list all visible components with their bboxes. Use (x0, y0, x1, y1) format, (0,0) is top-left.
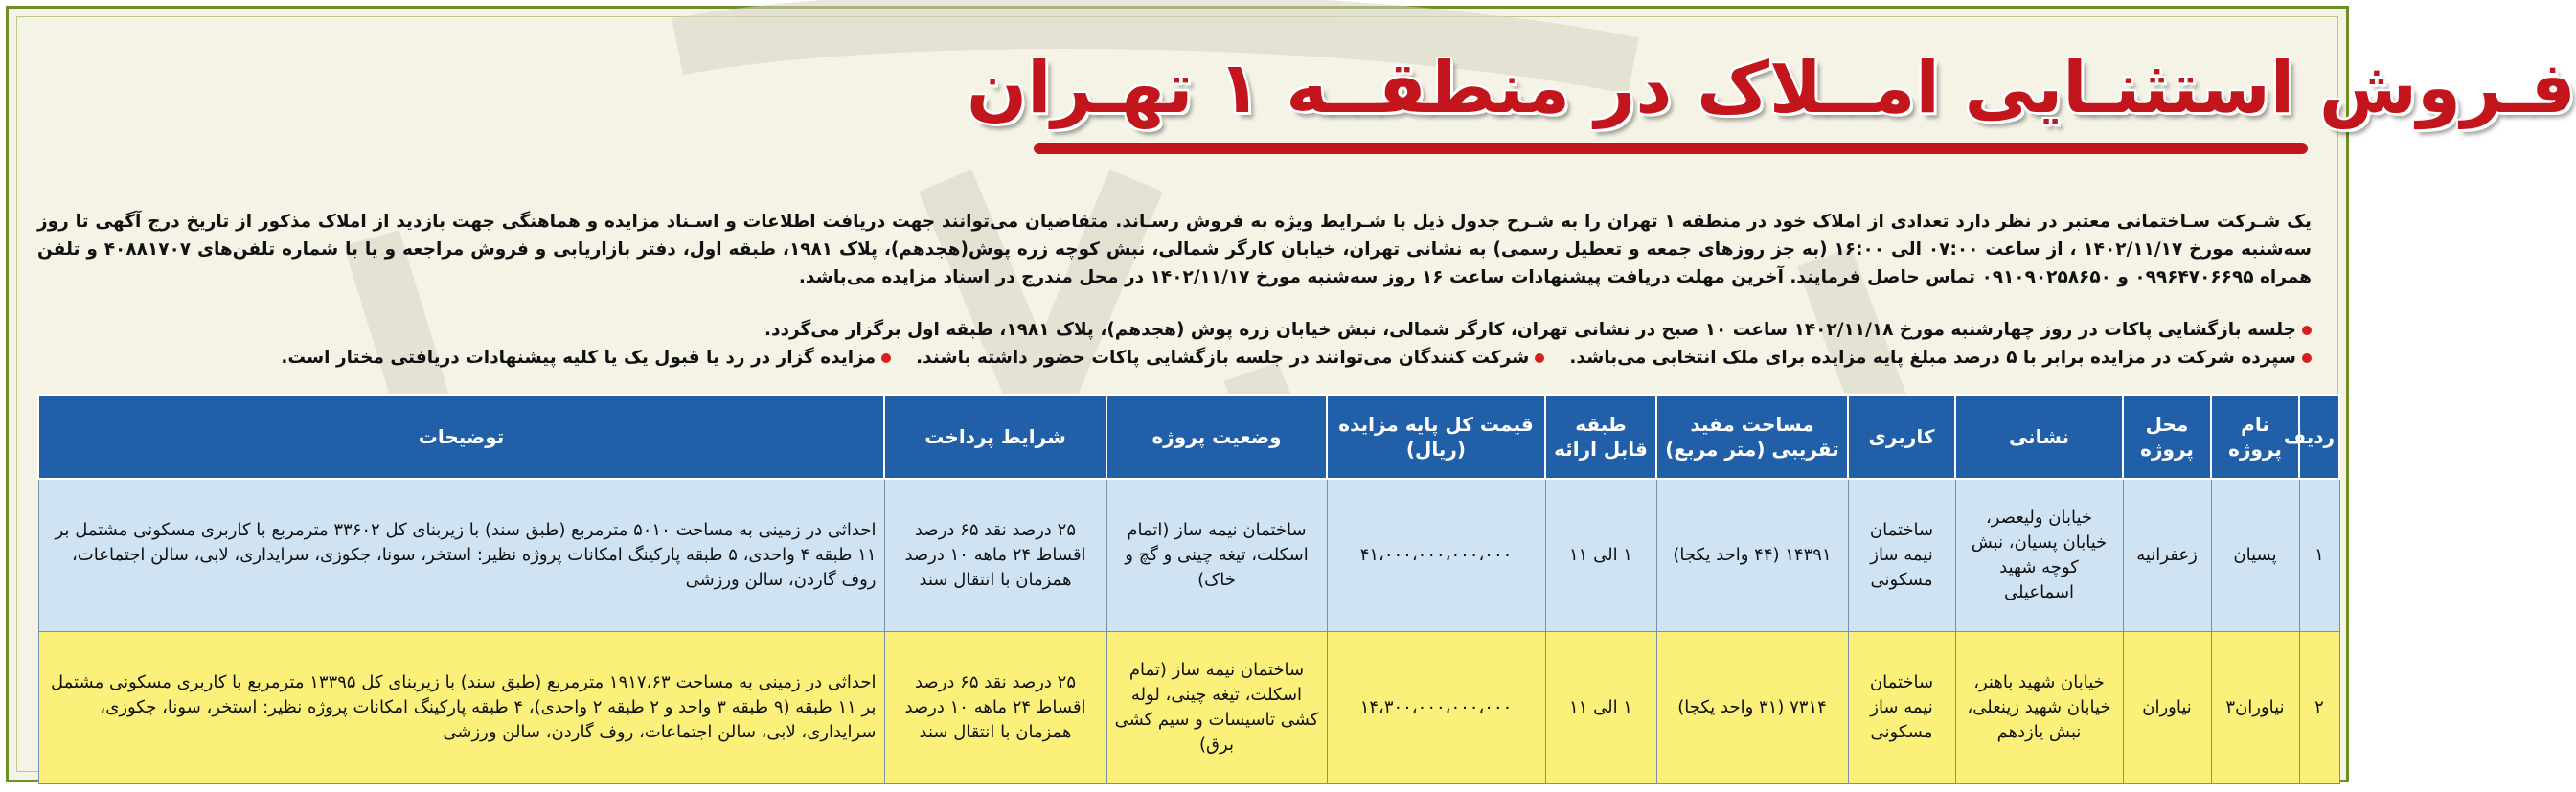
cell-project-name: نیاوران۳ (2211, 632, 2299, 784)
cell-project-status: ساختمان نیمه ساز (تمام اسکلت، تیغه چینی، لوله کشی تاسیسات و سیم کشی برق) (1106, 632, 1327, 784)
headline-underline (1034, 143, 2308, 154)
bullet-text: مزایده گزار در رد یا قبول یک یا کلیه پیشنهادات دریافتی مختار است. (281, 348, 877, 368)
table-row (38, 632, 2339, 784)
header-cell: وضعیت پروژه (1106, 395, 1327, 479)
cell-payment-terms: ۲۵ درصد نقد ۶۵ درصد اقساط ۲۴ ماهه ۱۰ درصد همزمان با انتقال سند (884, 479, 1106, 632)
header-cell: مساحت مفید تقریبی (متر مربع) (1656, 395, 1848, 479)
bullet-text: جلسه بازگشایی پاکات در روز چهارشنبه مورخ ۱۴۰۲/۱۱/۱۸ ساعت ۱۰ صبح در نشانی تهران، کارگر شمالی، نبش خیابان زره پوش (هجدهم)، پلاک ۱۹۸۱، طبقه اول برگزار می‌گردد. (764, 320, 2296, 340)
header-cell: نشانی (1955, 395, 2123, 479)
cell-area: ۷۳۱۴ (۳۱ واحد یکجا) (1656, 632, 1848, 784)
header-cell: نام پروژه (2211, 395, 2299, 479)
cell-address: خیابان شهید باهنر، خیابان شهید زینعلی، نبش یازدهم (1955, 632, 2123, 784)
headline-text: فـروش استثنـایی امــلاک در منطقــه ۱ تهـران (967, 47, 2576, 129)
bullet-text: شرکت کنندگان می‌توانند در جلسه بازگشایی پاکات حضور داشته باشند. (916, 348, 1530, 368)
bullet-item (1569, 344, 2312, 372)
cell-base-price: ۴۱،۰۰۰،۰۰۰،۰۰۰،۰۰۰ (1327, 479, 1545, 632)
table-row (38, 479, 2339, 632)
bullet-row (37, 316, 2312, 344)
intro-paragraph (37, 208, 2312, 291)
cell-floors: ۱ الی ۱۱ (1545, 479, 1656, 632)
bullet-item (281, 344, 891, 372)
cell-project-name: پسیان (2211, 479, 2299, 632)
cell-area: ۱۴۳۹۱ (۴۴ واحد یکجا) (1656, 479, 1848, 632)
bullet-row (37, 344, 2312, 372)
table-header-row (38, 395, 2339, 479)
cell-usage: ساختمان نیمه ساز مسکونی (1848, 479, 1955, 632)
cell-description: احداثی در زمینی به مساحت ۵۰۱۰ مترمربع (طبق سند) با زیربنای کل ۳۳۶۰۲ مترمربع با کاربری مسکونی مشتمل بر ۱۱ طبقه ۴ واحدی، ۵ طبقه پارکینگ امکانات پروژه نظیر: استخر، سونا، جکوزی، سرایداری، لابی، سالن اجتماعات، روف گاردن، سالن ورزشی (38, 479, 884, 632)
cell-project-status: ساختمان نیمه ساز (اتمام اسکلت، تیغه چینی و گچ و خاک) (1106, 479, 1327, 632)
properties-table (37, 394, 2340, 784)
cell-address: خیابان ولیعصر، خیابان پسیان، نبش کوچه شهید اسماعیلی (1955, 479, 2123, 632)
cell-usage: ساختمان نیمه ساز مسکونی (1848, 632, 1955, 784)
header-cell: قیمت کل پایه مزایده (ریال) (1327, 395, 1545, 479)
bullet-dot-icon (881, 353, 891, 363)
advertisement (6, 6, 2576, 782)
intro-text: یک شـرکت سـاختمانی معتبر در نظر دارد تعدادی از املاک خود در منطقه ۱ تهران را به شـرح جدول ذیل با شـرایط ویژه به فروش رسـاند. متقاضیان می‌توانند جهت دریافت اطلاعات و اسـناد مزایده و هماهنگی جهت بازدید از املاک مذکور از تاریخ درج آگهی تا روز سه‌شنبه مورخ ۱۴۰۲/۱۱/۱۷ ، از ساعت ۰۷:۰۰ الی ۱۶:۰۰ (به جز روزهای جمعه و تعطیل رسمی) به نشانی تهران، خیابان کارگر شمالی، نبش کوچه زره پوش(هجدهم)، پلاک ۱۹۸۱، طبقه اول، دفتر بازاریابی و فروش مراجعه و یا با شماره تلفن‌های ۴۰۸۸۱۷۰۷ و تلفن همراه ۰۹۹۶۴۷۰۶۶۹۵ و ۰۹۱۰۹۰۲۵۸۶۵۰ تماس حاصل فرمایند. آخرین مهلت دریافت پیشنهادات ساعت ۱۶ روز سه‌شنبه مورخ ۱۴۰۲/۱۱/۱۷ در محل مندرج در اسناد مزایده می‌باشد. (37, 212, 2312, 287)
header-cell: محل پروژه (2123, 395, 2211, 479)
cell-project-location: نیاوران (2123, 632, 2211, 784)
header-cell: کاربری (1848, 395, 1955, 479)
header-cell: ردیف (2299, 395, 2339, 479)
bullet-item (916, 344, 1544, 372)
header-cell: طبقه قابل ارائه (1545, 395, 1656, 479)
header-cell: توضیحات (38, 395, 884, 479)
cell-description: احداثی در زمینی به مساحت ۱۹۱۷،۶۳ مترمربع (طبق سند) با زیربنای کل ۱۳۳۹۵ مترمربع با کاربری مسکونی مشتمل بر ۱۱ طبقه (۹ طبقه ۳ واحد و ۲ طبقه ۲ واحدی)، ۴ طبقه پارکینگ امکانات پروژه نظیر: استخر، سونا، جکوزی، سرایداری، لابی، سالن اجتماعات، روف گاردن، سالن ورزشی (38, 632, 884, 784)
cell-project-location: زعفرانیه (2123, 479, 2211, 632)
cell-row-number: ۱ (2299, 479, 2339, 632)
bullet-item (764, 316, 2312, 344)
cell-payment-terms: ۲۵ درصد نقد ۶۵ درصد اقساط ۲۴ ماهه ۱۰ درصد همزمان با انتقال سند (884, 632, 1106, 784)
bullet-dot-icon (2302, 353, 2312, 363)
cell-base-price: ۱۴،۳۰۰،۰۰۰،۰۰۰،۰۰۰ (1327, 632, 1545, 784)
headline (967, 35, 2576, 179)
bullet-text: سپرده شرکت در مزایده برابر با ۵ درصد مبلغ پایه مزایده برای ملک انتخابی می‌باشد. (1569, 348, 2296, 368)
bullet-dot-icon (2302, 326, 2312, 335)
header-cell: شرایط پرداخت (884, 395, 1106, 479)
cell-floors: ۱ الی ۱۱ (1545, 632, 1656, 784)
bullet-list (37, 316, 2312, 372)
bullet-dot-icon (1535, 353, 1544, 363)
cell-row-number: ۲ (2299, 632, 2339, 784)
